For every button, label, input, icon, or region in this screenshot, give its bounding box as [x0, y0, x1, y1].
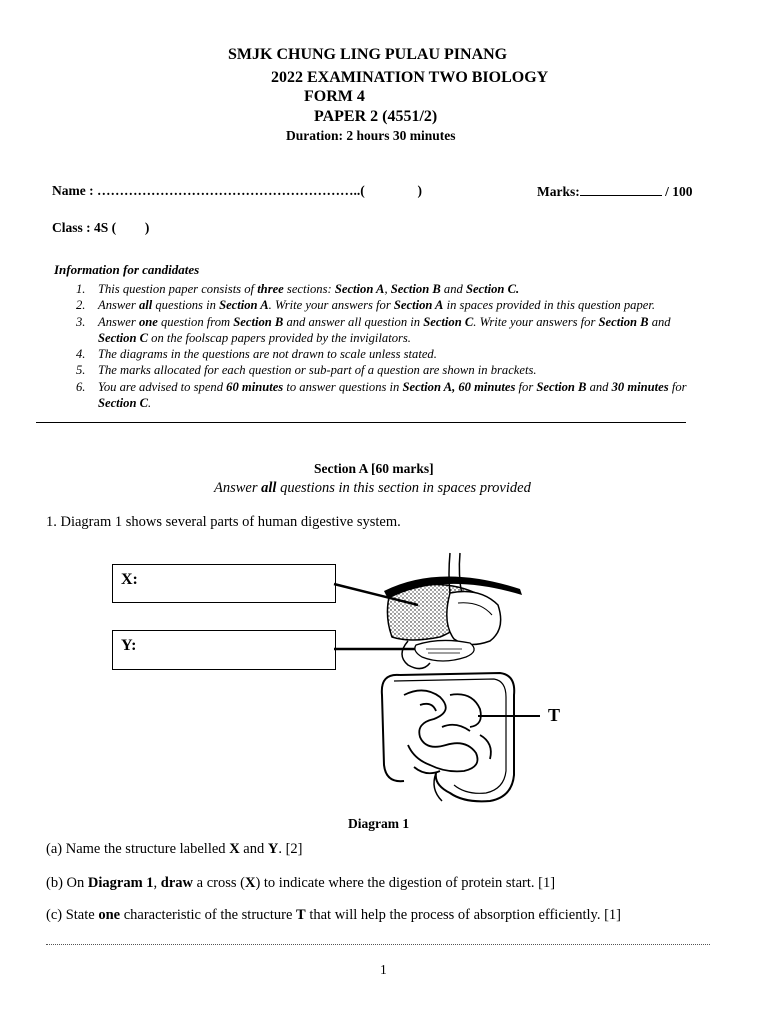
info-item-number: 2. [76, 298, 86, 313]
label-x: X: [121, 571, 138, 588]
digestive-system-diagram[interactable] [330, 545, 570, 810]
school-name: SMJK CHUNG LING PULAU PINANG [228, 46, 508, 63]
info-item [54, 297, 704, 313]
question-1b: (b) On Diagram 1, draw a cross (X) to indicate where the digestion of protein start. [1] [46, 875, 556, 891]
question-1c: (c) State one characteristic of the structure T that will help the process of absorption efficiently. [1] [46, 907, 621, 923]
section-a-title: Section A [60 marks] [314, 461, 434, 476]
label-t: T [548, 705, 561, 725]
candidate-information [54, 262, 704, 411]
info-item-number: 4. [76, 347, 86, 362]
question-1-stem: 1. Diagram 1 shows several parts of human digestive system. [46, 514, 401, 530]
question-1a: (a) Name the structure labelled X and Y. [2] [46, 841, 303, 857]
small-intestine [404, 690, 478, 773]
marks-field[interactable] [537, 183, 693, 200]
marks-label: Marks: [537, 184, 580, 199]
class-field[interactable] [52, 220, 149, 236]
duration: Duration: 2 hours 30 minutes [286, 128, 456, 143]
page-number: 1 [380, 962, 387, 977]
class-close: ) [144, 220, 150, 235]
name-label: Name : …………………………………………………..( [52, 183, 365, 198]
form-title: FORM 4 [304, 88, 365, 105]
info-item-text: This question paper consists of three sections: Section A, Section B and Section C. [98, 282, 520, 296]
info-item-text: You are advised to spend 60 minutes to answer questions in Section A, 60 minutes for Section B and 30 minutes for Section C. [98, 379, 687, 411]
large-intestine [382, 673, 514, 801]
answer-box-y[interactable] [112, 630, 336, 670]
info-item-number: 6. [76, 379, 86, 394]
info-item-text: Answer all questions in Section A. Write your answers for Section A in spaces provided in this question paper. [98, 298, 655, 313]
info-item-number: 3. [76, 314, 86, 329]
pancreas [415, 640, 474, 661]
answer-line[interactable] [46, 944, 710, 945]
info-item-text: Answer one question from Section B and answer all question in Section C. Write your answers for Section B and Section C on the foolscap papers provided by the invigilators. [98, 314, 671, 345]
answer-box-x[interactable] [112, 564, 336, 603]
class-label: Class : 4S ( [52, 220, 117, 235]
info-title: Information for candidates [54, 262, 200, 277]
info-item-number: 5. [76, 363, 86, 378]
marks-total: / 100 [665, 184, 693, 199]
stomach [447, 592, 501, 645]
info-item [54, 314, 704, 347]
info-item [54, 281, 704, 297]
info-item [54, 362, 704, 378]
label-y: Y: [121, 637, 137, 654]
name-field[interactable] [52, 183, 422, 199]
info-item [54, 346, 704, 362]
paper-title: PAPER 2 (4551/2) [314, 108, 438, 125]
info-item [54, 379, 704, 412]
info-item-text: The marks allocated for each question or sub-part of a question are shown in brackets. [98, 363, 537, 378]
section-a-instruction: Answer all questions in this section in spaces provided [214, 480, 531, 496]
name-close: ) [417, 183, 422, 198]
info-item-number: 1. [76, 282, 86, 296]
header-divider [36, 422, 686, 423]
exam-title: 2022 EXAMINATION TWO BIOLOGY [271, 69, 549, 86]
info-item-text: The diagrams in the questions are not drawn to scale unless stated. [98, 347, 437, 362]
diagram-caption: Diagram 1 [348, 816, 410, 831]
